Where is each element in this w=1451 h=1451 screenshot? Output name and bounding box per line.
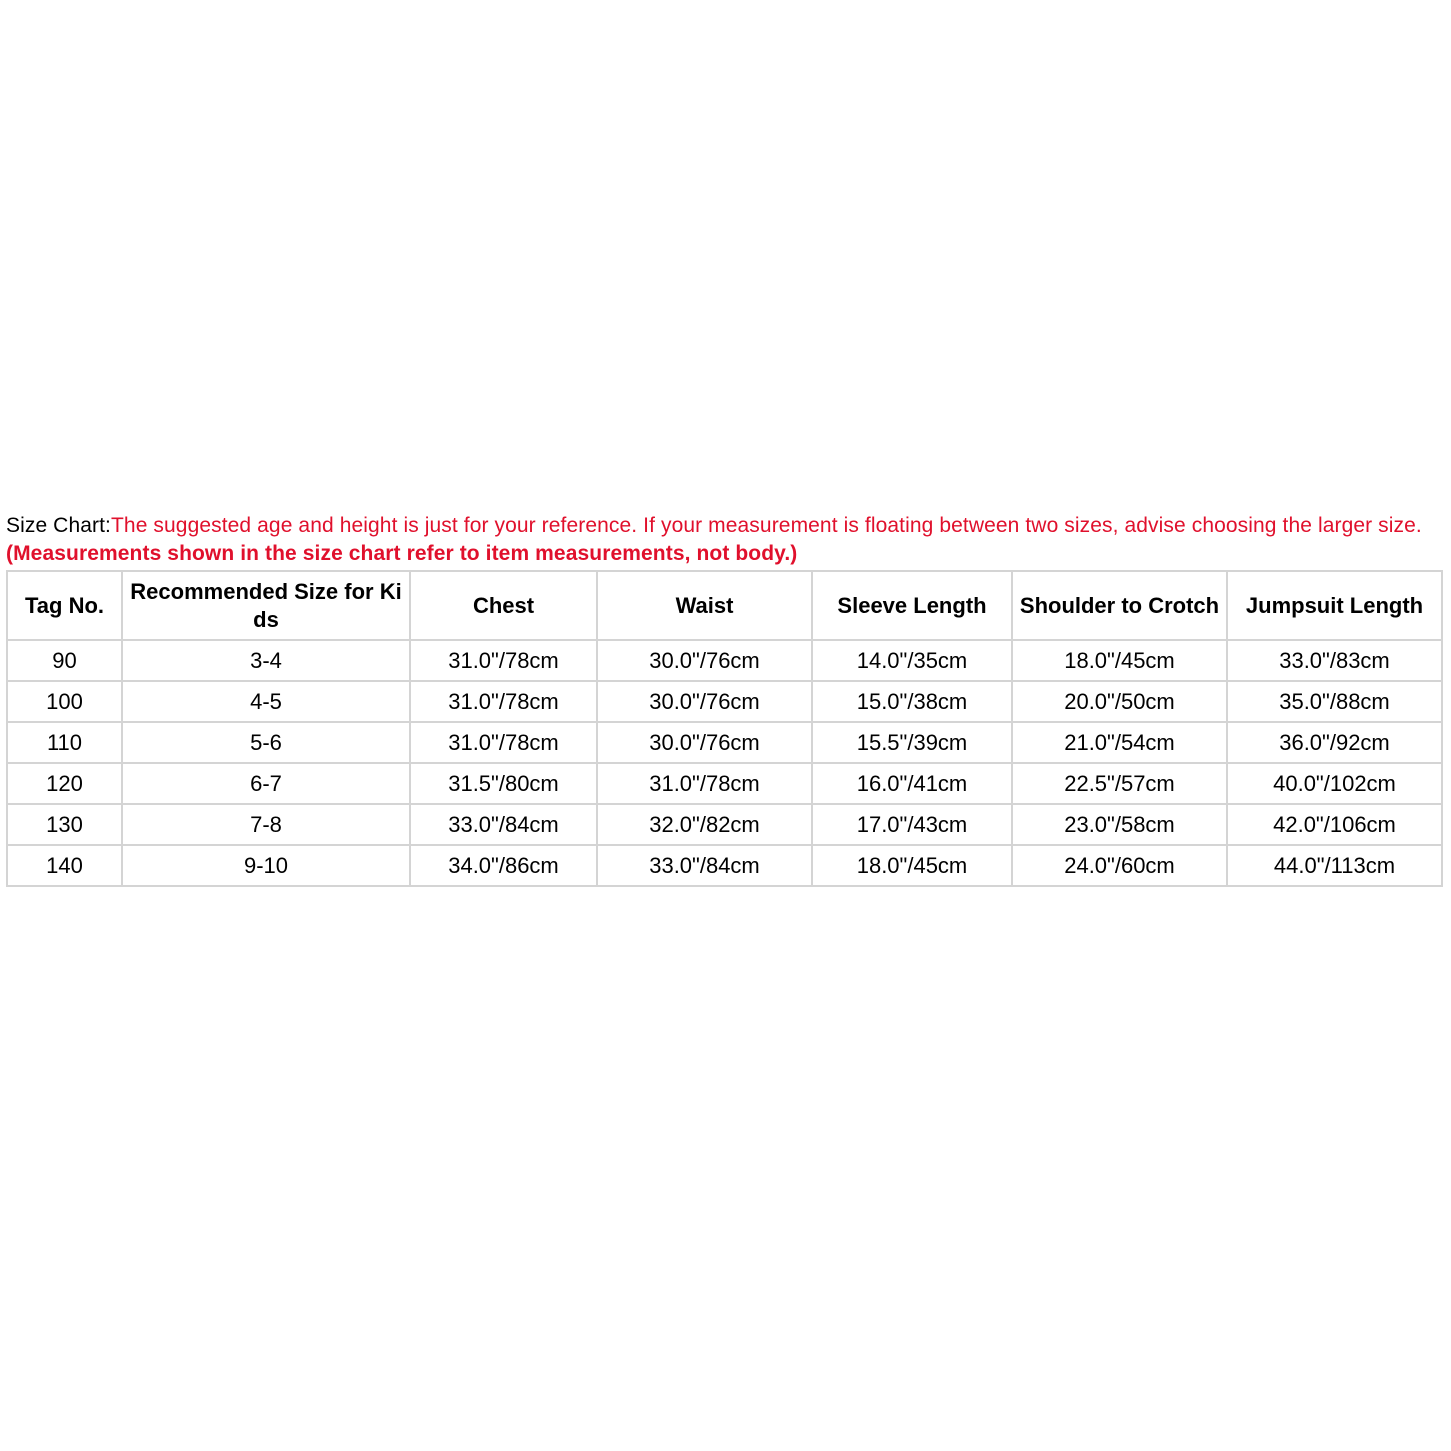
- header-waist: Waist: [597, 571, 812, 640]
- cell-sleeve-length: 15.0"/38cm: [812, 681, 1012, 722]
- cell-shoulder-to-crotch: 20.0"/50cm: [1012, 681, 1227, 722]
- cell-sleeve-length: 14.0"/35cm: [812, 640, 1012, 681]
- size-chart-advice: The suggested age and height is just for your reference. If your measurement is floating between two sizes, advise choosing the larger size.: [110, 514, 1422, 537]
- cell-tag-no: 90: [7, 640, 122, 681]
- header-jumpsuit-length: Jumpsuit Length: [1227, 571, 1442, 640]
- table-row: [7, 804, 1442, 845]
- cell-recommended-size: 6-7: [122, 763, 410, 804]
- cell-shoulder-to-crotch: 23.0"/58cm: [1012, 804, 1227, 845]
- cell-recommended-size: 3-4: [122, 640, 410, 681]
- cell-waist: 31.0"/78cm: [597, 763, 812, 804]
- header-shoulder-to-crotch: Shoulder to Crotch: [1012, 571, 1227, 640]
- table-header-row: [7, 571, 1442, 640]
- cell-jumpsuit-length: 33.0"/83cm: [1227, 640, 1442, 681]
- cell-jumpsuit-length: 42.0"/106cm: [1227, 804, 1442, 845]
- cell-tag-no: 100: [7, 681, 122, 722]
- cell-jumpsuit-length: 35.0"/88cm: [1227, 681, 1442, 722]
- cell-chest: 31.5"/80cm: [410, 763, 597, 804]
- cell-chest: 34.0"/86cm: [410, 845, 597, 886]
- cell-waist: 30.0"/76cm: [597, 640, 812, 681]
- cell-chest: 31.0"/78cm: [410, 640, 597, 681]
- cell-waist: 32.0"/82cm: [597, 804, 812, 845]
- cell-jumpsuit-length: 36.0"/92cm: [1227, 722, 1442, 763]
- header-sleeve-length: Sleeve Length: [812, 571, 1012, 640]
- cell-chest: 31.0"/78cm: [410, 681, 597, 722]
- cell-shoulder-to-crotch: 24.0"/60cm: [1012, 845, 1227, 886]
- cell-chest: 31.0"/78cm: [410, 722, 597, 763]
- cell-tag-no: 120: [7, 763, 122, 804]
- cell-jumpsuit-length: 44.0"/113cm: [1227, 845, 1442, 886]
- cell-jumpsuit-length: 40.0"/102cm: [1227, 763, 1442, 804]
- cell-recommended-size: 5-6: [122, 722, 410, 763]
- table-row: [7, 722, 1442, 763]
- cell-shoulder-to-crotch: 22.5"/57cm: [1012, 763, 1227, 804]
- header-recommended-size: Recommended Size for Kids: [122, 571, 410, 640]
- table-row: [7, 845, 1442, 886]
- table-row: [7, 681, 1442, 722]
- size-chart-label: Size Chart:: [6, 514, 111, 537]
- cell-waist: 30.0"/76cm: [597, 681, 812, 722]
- cell-sleeve-length: 18.0"/45cm: [812, 845, 1012, 886]
- cell-shoulder-to-crotch: 21.0"/54cm: [1012, 722, 1227, 763]
- size-chart-disclaimer: (Measurements shown in the size chart refer to item measurements, not body.): [6, 542, 798, 565]
- cell-sleeve-length: 16.0"/41cm: [812, 763, 1012, 804]
- table-row: [7, 763, 1442, 804]
- cell-shoulder-to-crotch: 18.0"/45cm: [1012, 640, 1227, 681]
- cell-tag-no: 140: [7, 845, 122, 886]
- cell-recommended-size: 4-5: [122, 681, 410, 722]
- cell-sleeve-length: 15.5"/39cm: [812, 722, 1012, 763]
- cell-tag-no: 110: [7, 722, 122, 763]
- cell-waist: 30.0"/76cm: [597, 722, 812, 763]
- cell-chest: 33.0"/84cm: [410, 804, 597, 845]
- cell-waist: 33.0"/84cm: [597, 845, 812, 886]
- cell-recommended-size: 7-8: [122, 804, 410, 845]
- header-chest: Chest: [410, 571, 597, 640]
- table-row: [7, 640, 1442, 681]
- size-chart-table: [6, 570, 1443, 887]
- cell-sleeve-length: 17.0"/43cm: [812, 804, 1012, 845]
- size-chart-note: [6, 512, 1446, 568]
- cell-recommended-size: 9-10: [122, 845, 410, 886]
- header-tag-no: Tag No.: [7, 571, 122, 640]
- cell-tag-no: 130: [7, 804, 122, 845]
